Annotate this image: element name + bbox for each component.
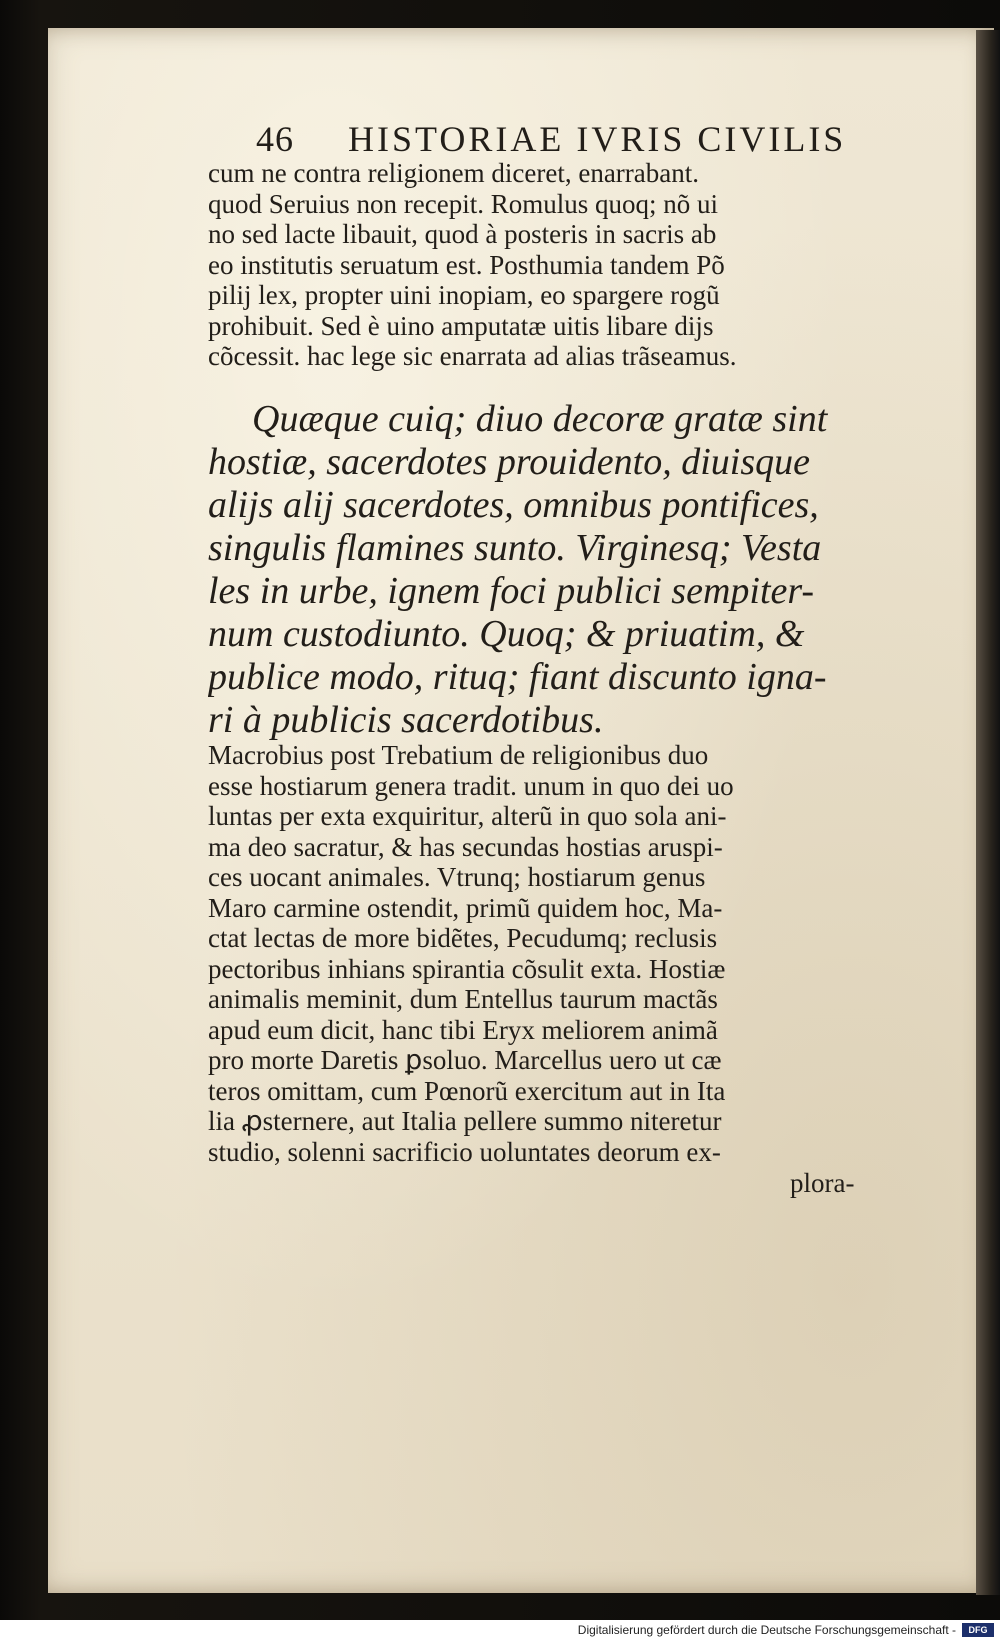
law-line: singulis flamines sunto. Virginesq; Vesta [208, 527, 822, 569]
text-line: ctat lectas de more bidẽtes, Pecudumq; reclusis [208, 923, 718, 953]
law-line: publice modo, rituq; fiant discunto igna- [208, 656, 827, 698]
commentary-bottom [208, 740, 928, 1167]
law-line: hostiæ, sacerdotes prouidento, diuisque [208, 441, 810, 483]
page-edge [976, 30, 1000, 1595]
text-line: prohibuit. Sed è uino amputatæ uitis libare dijs [208, 310, 714, 341]
text-line: teros omittam, cum Pœnorũ exercitum aut in Ita [208, 1075, 726, 1106]
text-line: eo institutis seruatum est. Posthumia tandem Põ [208, 249, 725, 280]
text-line: studio, solenni sacrificio uoluntates deorum ex- [208, 1136, 721, 1167]
text-line: ma deo sacratur, & has secundas hostias aruspi- [208, 831, 723, 862]
commentary-top [208, 158, 928, 372]
text-line: pectoribus inhians spirantia cõsulit exta. Hostiæ [208, 953, 726, 984]
law-line: ri à publicis sacerdotibus. [208, 699, 604, 741]
text-line: no sed lacte libauit, quod à posteris in sacris ab [208, 219, 717, 249]
footer-bar [0, 1620, 1000, 1641]
text-line: Macrobius post Trebatium de religionibus duo [208, 740, 709, 770]
text-line: Maro carmine ostendit, primũ quidem hoc, Ma- [208, 892, 723, 923]
law-line: alijs alij sacerdotes, omnibus pontifices, [208, 484, 819, 526]
law-line: les in urbe, ignem foci publici sempiter- [208, 570, 815, 612]
law-line: Quæque cuiq; diuo decoræ gratæ sint [252, 398, 828, 440]
footer-credit: Digitalisierung gefördert durch die Deutsche Forschungsgemeinschaft - [577, 1623, 956, 1637]
text-line: luntas per exta exquiritur, alterũ in quo sola ani- [208, 801, 727, 831]
text-line: cum ne contra religionem diceret, enarrabant. [208, 158, 700, 188]
text-line: esse hostiarum genera tradit. unum in quo dei uo [208, 770, 734, 801]
dfg-logo: DFG [962, 1623, 994, 1637]
text-line: lia ꝓsternere, aut Italia pellere summo niteretur [208, 1106, 722, 1136]
text-line: quod Seruius non recepit. Romulus quoq; nõ ui [208, 188, 718, 219]
text-line: apud eum dicit, hanc tibi Eryx meliorem animã [208, 1014, 718, 1045]
catchword: plora- [790, 1168, 855, 1198]
text-line: ces uocant animales. Vtrunq; hostiarum genus [208, 862, 706, 892]
text-line: pro morte Daretis ꝑsoluo. Marcellus uero ut cæ [208, 1045, 722, 1075]
running-title: HISTORIAE IVRIS CIVILIS [348, 119, 847, 159]
text-line: pilij lex, propter uini inopiam, eo spargere rogũ [208, 280, 720, 310]
running-head [208, 118, 928, 158]
law-line: num custodiunto. Quoq; & priuatim, & [208, 613, 805, 655]
text-line: cõcessit. hac lege sic enarrata ad alias trãseamus. [208, 341, 737, 371]
text-line: animalis meminit, dum Entellus taurum mactãs [208, 984, 718, 1014]
page-number: 46 [256, 119, 294, 159]
law-text [208, 398, 928, 742]
